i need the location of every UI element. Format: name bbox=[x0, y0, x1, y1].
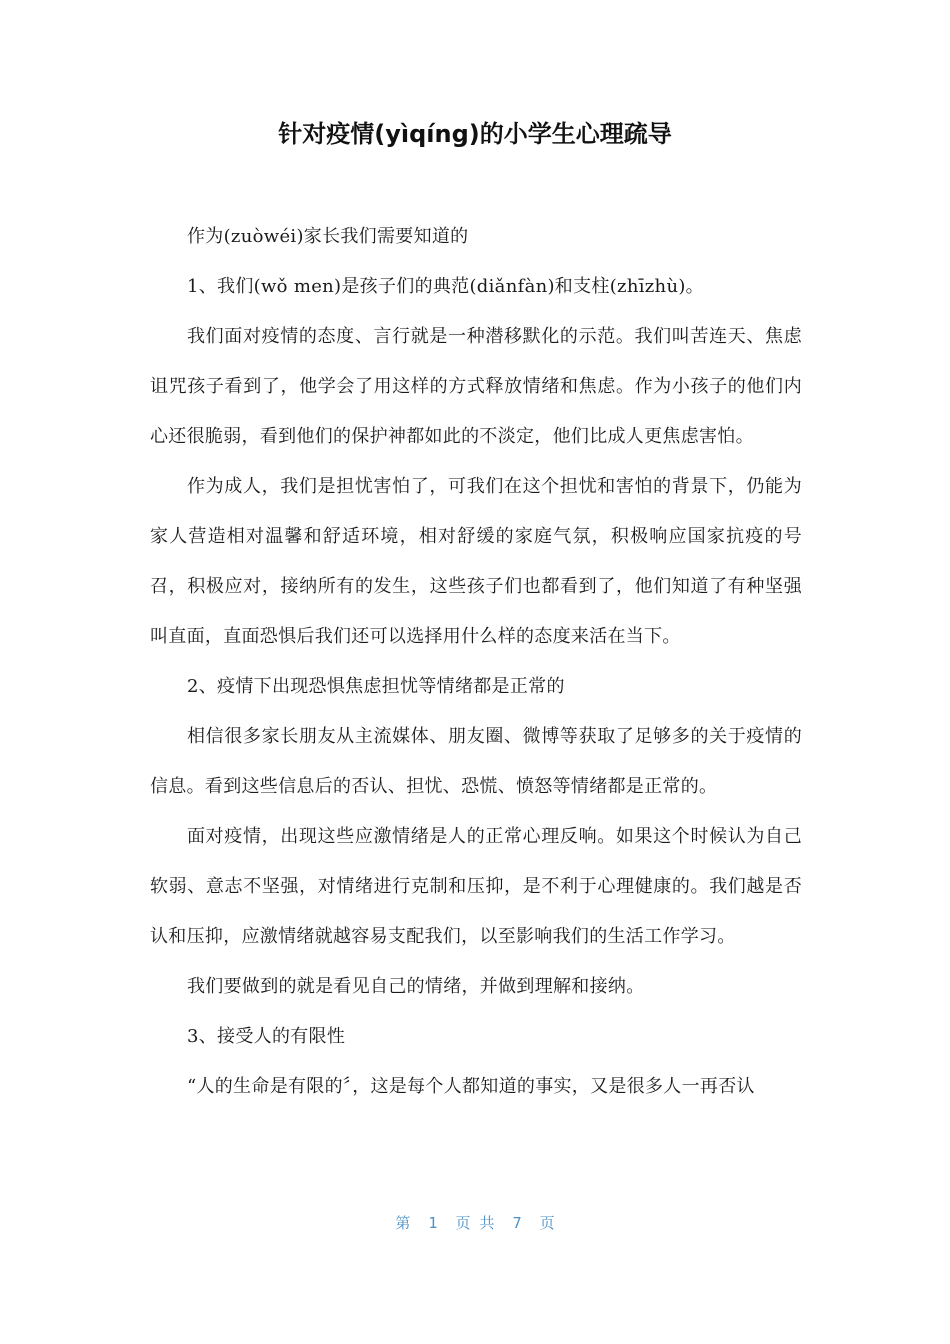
paragraph-intro: 作为(zuòwéi)家长我们需要知道的 bbox=[187, 226, 469, 247]
paragraph: 我们要做到的就是看见自己的情绪，并做到理解和接纳。 bbox=[187, 976, 645, 997]
paragraph: 我们面对疫情的态度、言行就是一种潜移默化的示范。我们叫苦连天、焦虑诅咒孩子看到了，他学会了用这样的方式释放情绪和焦虑。作为小孩子的他们内心还很脆弱，看到他们的保护神都如此的不淡定，他们比成人更焦虑害怕。 bbox=[150, 326, 802, 447]
document-title: 针对疫情(yìqíng)的小学生心理疏导 bbox=[278, 120, 672, 148]
paragraph: “人的生命是有限的〞，这是每个人都知道的事实，又是很多人一再否认 bbox=[187, 1076, 755, 1097]
paragraph-heading-3: 3、接受人的有限性 bbox=[187, 1026, 346, 1047]
paragraph-heading-1: 1、我们(wǒ men)是孩子们的典范(diǎnfàn)和支柱(zhīzhù)。 bbox=[187, 276, 704, 297]
page-number-footer: 第 1 页 共 7 页 bbox=[395, 1214, 555, 1232]
paragraph: 面对疫情，出现这些应激情绪是人的正常心理反响。如果这个时候认为自己软弱、意志不坚强，对情绪进行克制和压抑，是不利于心理健康的。我们越是否认和压抑，应激情绪就越容易支配我们，以至影响我们的生活工作学习。 bbox=[150, 826, 802, 947]
paragraph: 作为成人，我们是担忧害怕了，可我们在这个担忧和害怕的背景下，仍能为家人营造相对温馨和舒适环境，相对舒缓的家庭气氛，积极响应国家抗疫的号召，积极应对，接纳所有的发生，这些孩子们也都看到了，他们知道了有种坚强叫直面，直面恐惧后我们还可以选择用什么样的态度来活在当下。 bbox=[150, 476, 802, 647]
paragraph-heading-2: 2、疫情下出现恐惧焦虑担忧等情绪都是正常的 bbox=[187, 676, 565, 697]
paragraph: 相信很多家长朋友从主流媒体、朋友圈、微博等获取了足够多的关于疫情的信息。看到这些信息后的否认、担忧、恐慌、愤怒等情绪都是正常的。 bbox=[150, 726, 802, 797]
document-body bbox=[150, 212, 802, 1112]
